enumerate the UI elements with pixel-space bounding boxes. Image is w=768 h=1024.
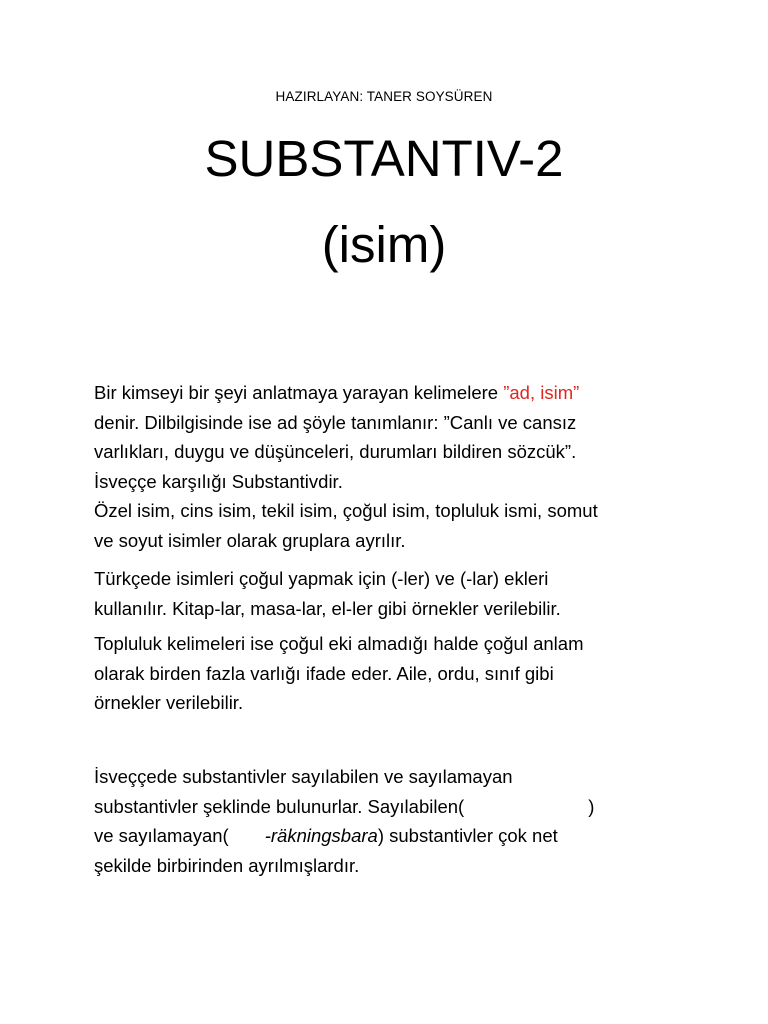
paragraph-line <box>94 821 694 851</box>
paragraph-line: olarak birden fazla varlığı ifade eder. Aile, ordu, sınıf gibi <box>94 662 554 684</box>
paragraph-line <box>94 792 694 822</box>
paragraph-line: ve soyut isimler olarak gruplara ayrılır. <box>94 529 406 551</box>
paragraph-line: şekilde birbirinden ayrılmışlardır. <box>94 854 360 876</box>
paragraph-line: varlıkları, duygu ve düşünceleri, durumları bildiren sözcük”. <box>94 441 577 462</box>
paragraph-collective <box>94 629 694 718</box>
paragraph-plural <box>94 564 694 623</box>
text-segment: Bir kimseyi bir şeyi anlatmaya yarayan kelimelere <box>94 382 504 403</box>
page-title: SUBSTANTIV-2 <box>204 130 564 187</box>
page-subtitle: (isim) <box>321 216 447 273</box>
highlighted-term: ”ad, isim” <box>503 382 580 403</box>
paragraph-line: örnekler verilebilir. <box>94 692 244 713</box>
author-credit: HAZIRLAYAN: TANER SOYSÜREN <box>275 89 493 104</box>
text-segment: ) <box>588 795 595 817</box>
text-segment: ve sayılamayan( <box>94 825 229 846</box>
paragraph-countable <box>94 762 694 880</box>
paragraph-line: Özel isim, cins isim, tekil isim, çoğul isim, topluluk ismi, somut <box>94 500 598 521</box>
italic-term: -räkningsbara <box>264 825 378 846</box>
paragraph-line: İsveççe karşılığı Substantivdir. <box>94 470 343 492</box>
paragraph-line: denir. Dilbilgisinde ise ad şöyle tanımlanır: ”Canlı ve cansız <box>94 411 577 433</box>
paragraph-line: Türkçede isimleri çoğul yapmak için (-ler) ve (-lar) ekleri <box>94 568 549 589</box>
paragraph-line: İsveççede substantivler sayılabilen ve sayılamayan <box>94 766 513 787</box>
paragraph-line: Topluluk kelimeleri ise çoğul eki almadığı halde çoğul anlam <box>94 633 584 654</box>
paragraph-line <box>94 378 694 408</box>
paragraph-definition <box>94 378 694 555</box>
paragraph-line: kullanılır. Kitap-lar, masa-lar, el-ler gibi örnekler verilebilir. <box>94 597 561 619</box>
text-segment: substantivler şeklinde bulunurlar. Sayılabilen( <box>94 795 465 817</box>
text-segment: ) substantivler çok net <box>377 825 558 846</box>
